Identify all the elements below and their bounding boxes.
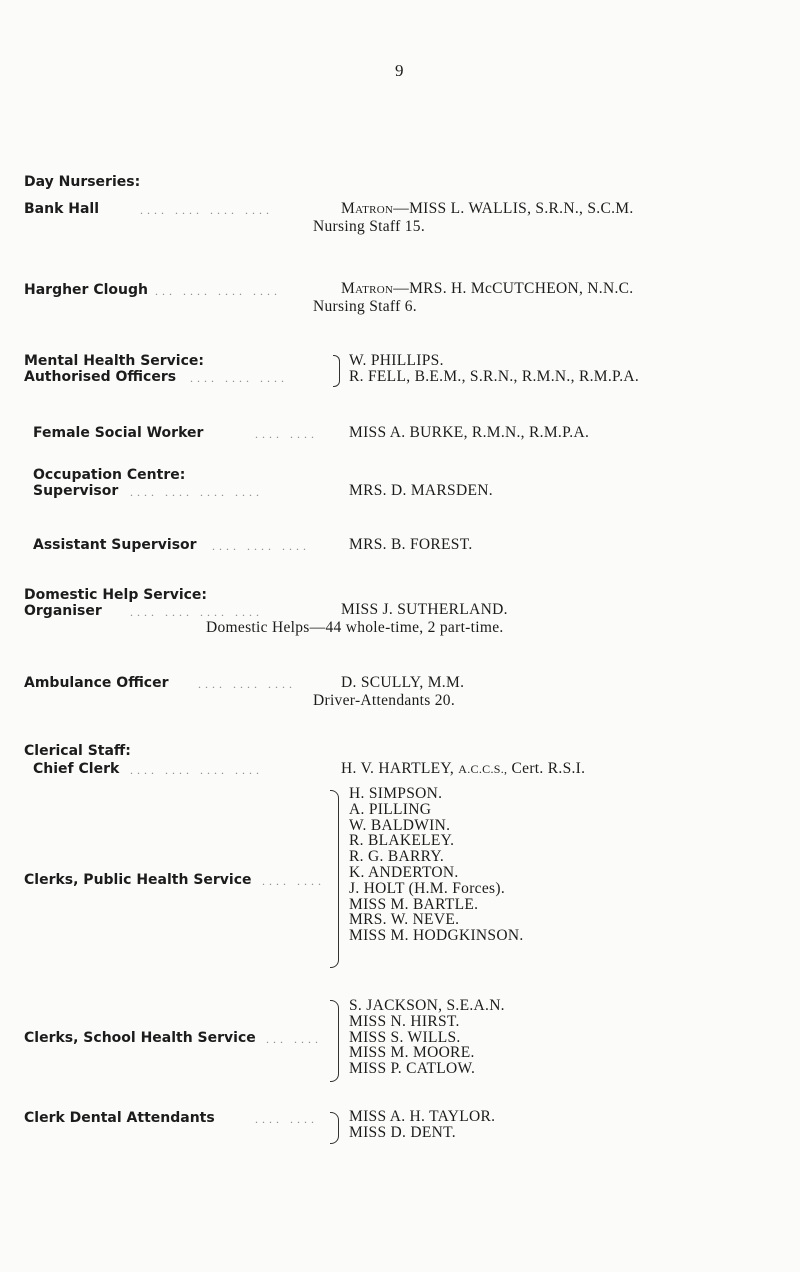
attendant-name: MISS A. H. TAYLOR. <box>349 1108 496 1125</box>
section-heading-clerical-staff: Clerical Staff: <box>24 743 131 759</box>
hargher-clough-matron-name: —MRS. H. McCUTCHEON, N.N.C. <box>393 280 634 297</box>
label-ambulance-officer: Ambulance Officer <box>24 675 169 691</box>
section-heading-day-nurseries: Day Nurseries: <box>24 174 141 190</box>
leader-dots: .... .... .... <box>198 677 296 691</box>
label-clerks-school-health: Clerks, School Health Service <box>24 1030 256 1046</box>
public-health-clerks-list <box>349 786 524 944</box>
clerk-name: S. JACKSON, S.E.A.N. <box>349 997 505 1014</box>
label-hargher-clough: Hargher Clough <box>24 282 148 298</box>
leader-dots: .... .... .... .... <box>130 605 263 619</box>
dental-attendants-list <box>349 1109 495 1141</box>
clerk-name: MISS S. WILLS. <box>349 1028 461 1046</box>
attendant-name: MISS D. DENT. <box>349 1123 456 1141</box>
leader-dots: .... .... <box>262 874 325 888</box>
label-clerks-public-health: Clerks, Public Health Service <box>24 872 252 888</box>
clerk-name: J. HOLT (H.M. Forces). <box>349 879 505 897</box>
brace <box>330 790 339 968</box>
clerk-name: MISS M. MOORE. <box>349 1044 475 1062</box>
officers-list <box>349 353 639 385</box>
section-heading-domestic-help: Domestic Help Service: <box>24 587 208 603</box>
chief-clerk-quals: A.C.C.S., <box>458 762 508 776</box>
section-heading-mental-health: Mental Health Service: <box>24 353 204 369</box>
clerk-name: A. PILLING <box>349 800 432 818</box>
hargher-clough-staff: Nursing Staff 6. <box>313 298 417 315</box>
officer-name: W. PHILLIPS. <box>349 352 444 369</box>
bank-hall-matron <box>341 201 634 217</box>
clerk-name: MISS M. BARTLE. <box>349 895 479 913</box>
leader-dots: .... .... .... <box>212 539 310 553</box>
organiser-name: MISS J. SUTHERLAND. <box>341 601 508 618</box>
label-authorised-officers: Authorised Officers <box>24 369 177 385</box>
section-heading-occupation-centre: Occupation Centre: <box>33 467 186 483</box>
officer-name: R. FELL, B.E.M., S.R.N., R.M.N., R.M.P.A. <box>349 367 640 385</box>
label-chief-clerk: Chief Clerk <box>33 761 120 777</box>
leader-dots: .... .... <box>255 1112 318 1126</box>
social-worker-name: MISS A. BURKE, R.M.N., R.M.P.A. <box>349 424 590 441</box>
label-supervisor: Supervisor <box>33 483 119 499</box>
clerk-name: MISS P. CATLOW. <box>349 1060 476 1078</box>
label-clerk-dental-attendants: Clerk Dental Attendants <box>24 1110 215 1126</box>
supervisor-name: MRS. D. MARSDEN. <box>349 482 493 499</box>
brace <box>333 355 340 387</box>
chief-clerk-surname: H. V. HARTLEY, <box>341 760 455 777</box>
leader-dots: .... .... .... .... <box>130 763 263 777</box>
label-bank-hall: Bank Hall <box>24 201 100 217</box>
bank-hall-staff: Nursing Staff 15. <box>313 218 426 235</box>
leader-dots: ... .... .... .... <box>155 284 281 298</box>
clerk-name: K. ANDERTON. <box>349 863 459 881</box>
clerk-name: R. BLAKELEY. <box>349 832 455 850</box>
ambulance-officer-name: D. SCULLY, M.M. <box>341 674 465 691</box>
clerk-name: W. BALDWIN. <box>349 816 451 834</box>
clerk-name: H. SIMPSON. <box>349 785 443 802</box>
driver-attendants-count: Driver-Attendants 20. <box>313 692 456 709</box>
label-assistant-supervisor: Assistant Supervisor <box>33 537 197 553</box>
chief-clerk-cert: Cert. R.S.I. <box>511 760 586 777</box>
clerk-name: R. G. BARRY. <box>349 848 445 866</box>
page-number: 9 <box>395 61 404 80</box>
brace <box>330 1112 339 1144</box>
leader-dots: .... .... .... <box>190 371 288 385</box>
clerk-name: MISS N. HIRST. <box>349 1012 460 1030</box>
leader-dots: .... .... <box>255 427 318 441</box>
label-organiser: Organiser <box>24 603 102 619</box>
chief-clerk-name <box>341 761 585 777</box>
leader-dots: ... .... <box>266 1032 322 1046</box>
leader-dots: .... .... .... .... <box>140 203 273 217</box>
hargher-clough-matron <box>341 281 633 297</box>
brace <box>330 1000 339 1082</box>
leader-dots: .... .... .... .... <box>130 485 263 499</box>
label-female-social-worker: Female Social Worker <box>33 425 204 441</box>
school-health-clerks-list <box>349 998 505 1077</box>
bank-hall-matron-name: —MISS L. WALLIS, S.R.N., S.C.M. <box>393 200 634 217</box>
clerk-name: MRS. W. NEVE. <box>349 911 460 929</box>
domestic-helps-count: Domestic Helps—44 whole-time, 2 part-time. <box>206 619 504 636</box>
assistant-supervisor-name: MRS. B. FOREST. <box>349 536 473 553</box>
role-matron: Matron <box>341 200 394 217</box>
clerk-name: MISS M. HODGKINSON. <box>349 927 524 945</box>
role-matron: Matron <box>341 280 394 297</box>
